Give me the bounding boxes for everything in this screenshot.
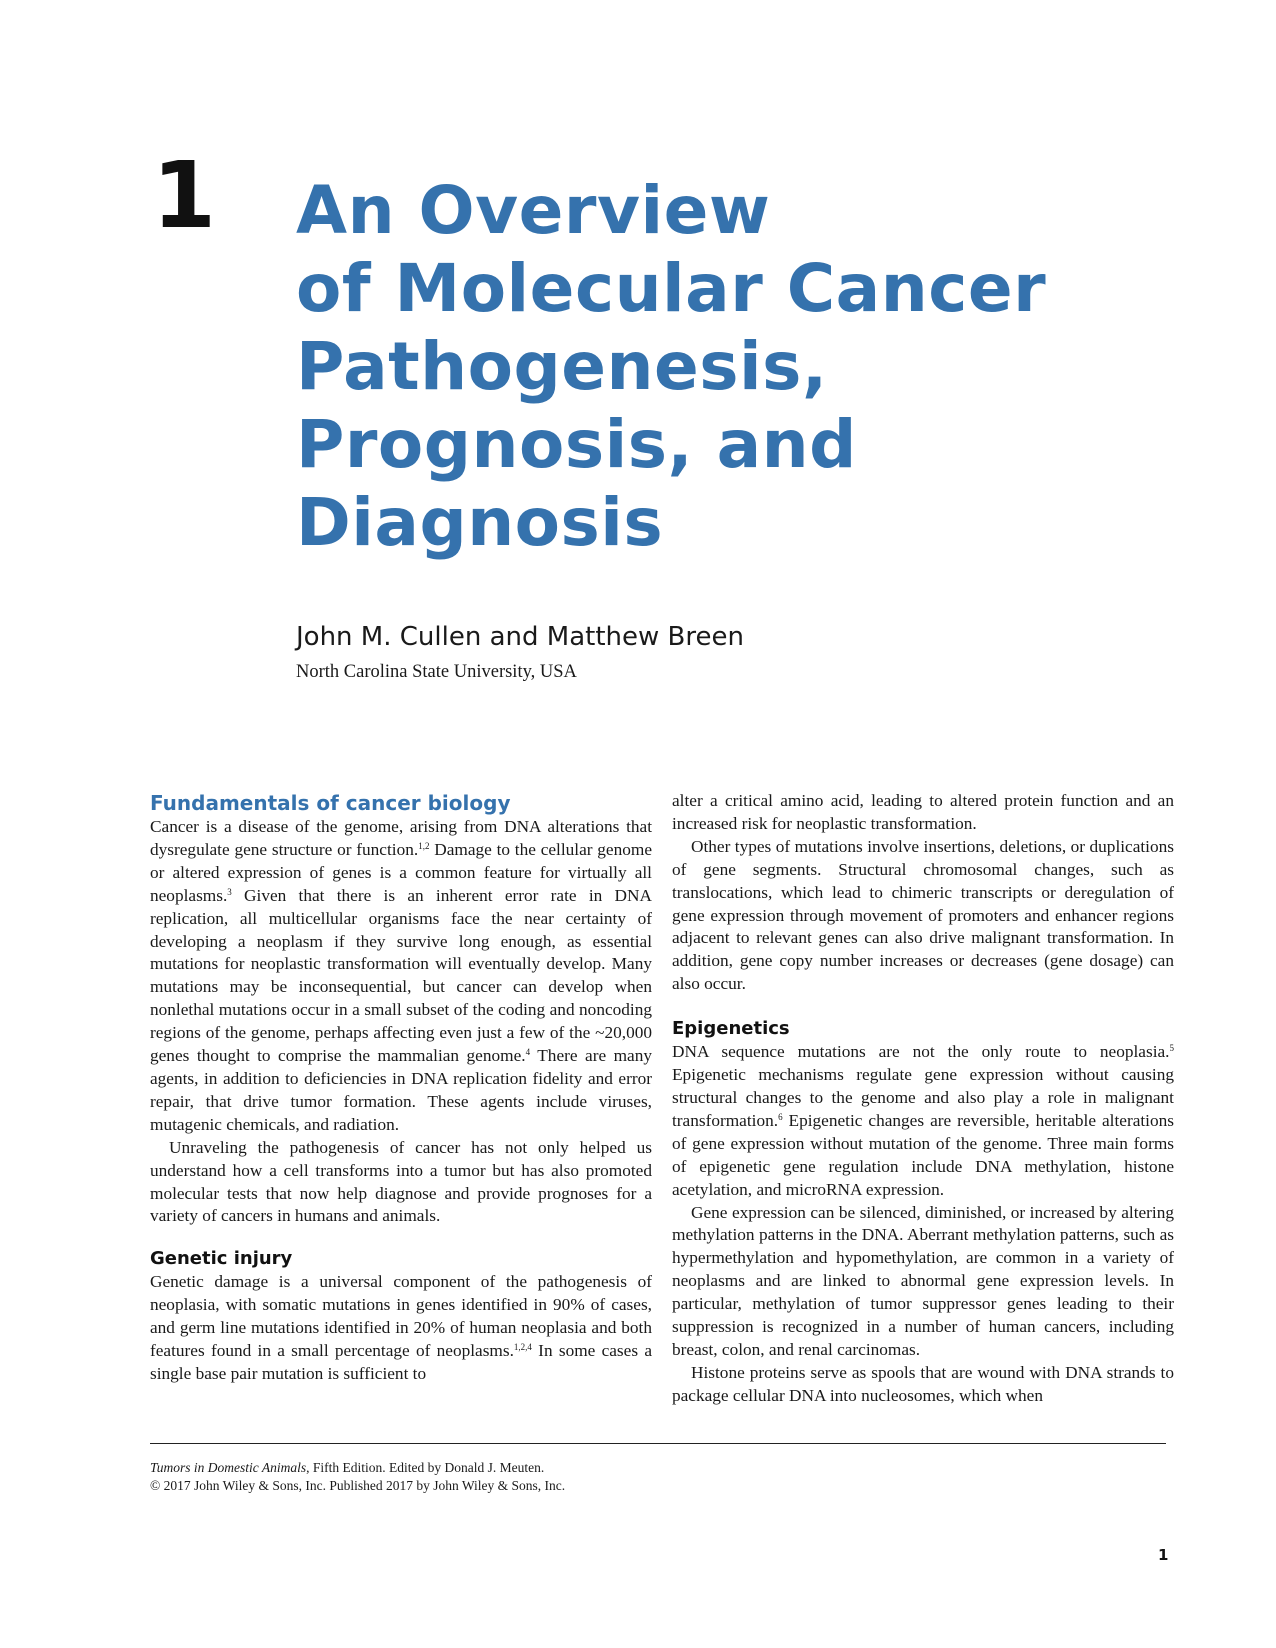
paragraph: Histone proteins serve as spools that are wound with DNA strands to package cellular DNA into nucleosomes, which when: [672, 1362, 1174, 1405]
section-heading-genetic-injury: Genetic injury: [150, 1248, 293, 1270]
paragraph: Other types of mutations involve insertions, deletions, or duplications of gene segments. Structural chromosomal changes, such as translocations, which lead to chimeric transcripts or deregulation of gene expression through movement of promoters and enhancer regions adjacent to relevant genes can also drive malignant transformation. In addition, gene copy number increases or decreases (gene dosage) can also occur.: [672, 836, 1174, 994]
paragraph: Genetic damage is a universal component of the pathogenesis of neoplasia, with somatic mutations in genes identified in 90% of cases, and germ line mutations identified in 20% of human neoplasia and both features found in a small percentage of neoplasms.$^{1,2,4}$ In some cases a single base pair mutation is sufficient to: [150, 1272, 652, 1383]
citation: 5: [1169, 1043, 1174, 1054]
paragraph: alter a critical amino acid, leading to altered protein function and an increased risk for neoplastic transformation.: [672, 791, 1174, 833]
page-number: 1: [1158, 1546, 1169, 1564]
author-affiliation: North Carolina State University, USA: [296, 662, 577, 682]
chapter-title-line: Diagnosis: [296, 484, 664, 561]
chapter-number: 1: [152, 142, 217, 249]
paragraph: DNA sequence mutations are not the only route to neoplasia.$^5$ Epigenetic mechanisms regulate gene expression without causing structural changes to the genome and also play a role in malignant transformation.$^6$ Epigenetic changes are reversible, heritable alterations of gene expression without mutation of the genome. Three main forms of epigenetic gene regulation include DNA methylation, histone acetylation, and microRNA expression.: [672, 1042, 1174, 1199]
paragraph: Cancer is a disease of the genome, arising from DNA alterations that dysregulate gene structure or function.$^{1,2}$ Damage to the cellular genome or altered expression of genes is a common feature for virtually all neoplasms.$^3$ Given that there is an inherent error rate in DNA replication, all multicellular organisms face the near certainty of developing a neoplasm if they survive long enough, as essential mutations for neoplastic transformation will eventually develop. Many mutations may be inconsequential, but cancer can develop when nonlethal mutations occur in a small subset of the coding and noncoding regions of the genome, perhaps affecting even just a few of the ~20,000 genes thought to comprise the mammalian genome.$^4$ There are many agents, in addition to deficiencies in DNA replication fidelity and error repair, that drive tumor formation. These agents include viruses, mutagenic chemicals, and radiation.: [150, 817, 653, 1134]
chapter-title: [296, 172, 1096, 562]
paragraph: Unraveling the pathogenesis of cancer has not only helped us understand how a cell transforms into a tumor but has also promoted molecular tests that now help diagnose and provide prognoses for a variety of cancers in humans and animals.: [150, 1137, 652, 1226]
left-column: [150, 790, 652, 1386]
chapter-title-line: Pathogenesis,: [296, 328, 828, 405]
citation: 1,2: [418, 840, 430, 851]
chapter-title-line: Prognosis, and: [296, 406, 857, 483]
book-title: Tumors in Domestic Animals: [150, 1460, 307, 1475]
footer-book-line: Tumors in Domestic Animals, Fifth Edition. Edited by Donald J. Meuten.: [150, 1460, 545, 1475]
citation: 4: [525, 1047, 531, 1058]
citation: 1,2,4: [513, 1342, 532, 1353]
right-column: [672, 790, 1174, 1408]
section-heading-epigenetics: Epigenetics: [672, 1018, 790, 1040]
section-heading-fundamentals: Fundamentals of cancer biology: [150, 791, 511, 815]
chapter-title-line: of Molecular Cancer: [296, 250, 1047, 327]
chapter-title-line: An Overview: [296, 172, 771, 249]
citation: 6: [778, 1111, 783, 1122]
paragraph: Gene expression can be silenced, diminished, or increased by altering methylation patterns in the DNA. Aberrant methylation patterns, such as hypermethylation and hypomethylation, are common in a variety of neoplasms and are linked to abnormal gene expression levels. In particular, methylation of tumor suppressor genes leading to their suppression is recognized in a number of human cancers, including breast, colon, and renal carcinomas.: [672, 1202, 1174, 1359]
footer-copyright: © 2017 John Wiley & Sons, Inc. Published 2017 by John Wiley & Sons, Inc.: [150, 1478, 566, 1493]
footer-divider: [150, 1443, 1166, 1444]
citation: 3: [227, 886, 232, 897]
footer-citation: [150, 1459, 565, 1495]
chapter-authors: John M. Cullen and Matthew Breen: [296, 622, 744, 652]
